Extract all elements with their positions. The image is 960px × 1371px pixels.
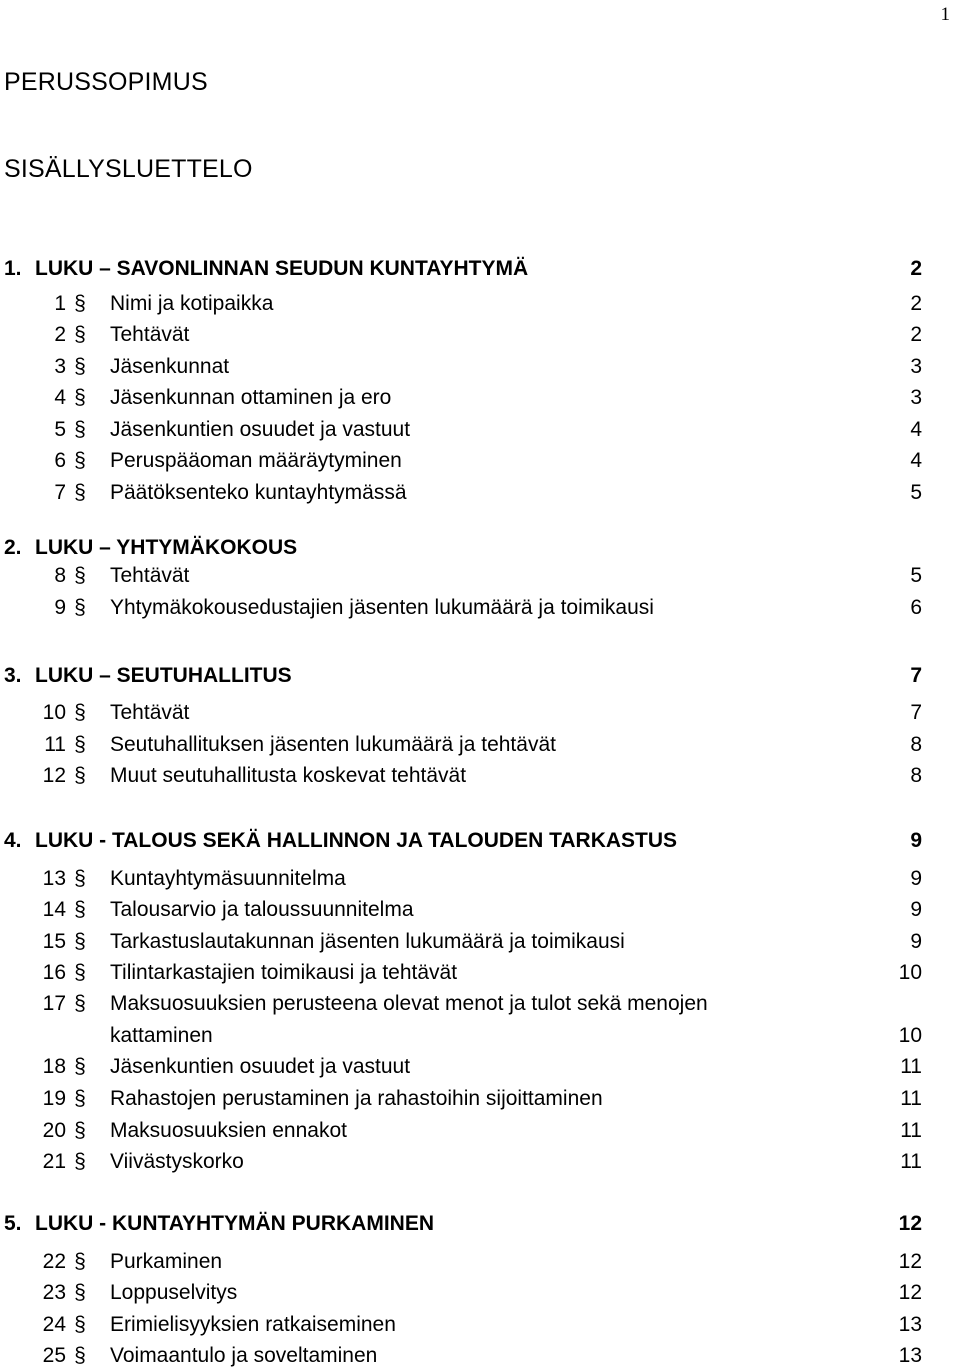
section-title: Erimielisyyksien ratkaiseminen: [110, 1313, 396, 1336]
toc-heading: SISÄLLYSLUETTELO: [4, 155, 253, 183]
section-sign-icon: §: [74, 898, 86, 921]
section-sign-icon: §: [74, 418, 86, 441]
section-page: 9: [910, 898, 922, 921]
section-number: 25: [42, 1344, 66, 1367]
section-page: 6: [910, 596, 922, 619]
toc-section[interactable]: [0, 760, 960, 791]
toc-chapter[interactable]: [0, 825, 960, 856]
section-title: Tarkastuslautakunnan jäsenten lukumäärä ja toimikausi: [110, 930, 625, 953]
section-page: 12: [898, 1281, 922, 1304]
section-title: Jäsenkunnan ottaminen ja ero: [110, 386, 392, 409]
section-sign-icon: §: [74, 1344, 86, 1367]
section-title: Voimaantulo ja soveltaminen: [110, 1344, 378, 1367]
section-number: 8: [54, 564, 66, 587]
section-number: 20: [42, 1119, 66, 1142]
section-title: Maksuosuuksien ennakot: [110, 1119, 347, 1142]
section-title: Peruspääoman määräytyminen: [110, 449, 402, 472]
toc-section[interactable]: [0, 729, 960, 760]
section-title: Päätöksenteko kuntayhtymässä: [110, 481, 407, 504]
section-sign-icon: §: [74, 449, 86, 472]
toc-section[interactable]: [0, 894, 960, 925]
toc-section[interactable]: [0, 1246, 960, 1277]
section-page: 12: [898, 1250, 922, 1273]
section-page: 9: [910, 930, 922, 953]
chapter-number: 2.: [4, 536, 22, 559]
section-page: 4: [910, 449, 922, 472]
section-sign-icon: §: [74, 930, 86, 953]
section-title: Loppuselvitys: [110, 1281, 238, 1304]
toc-chapter[interactable]: [0, 1208, 960, 1239]
toc-section[interactable]: [0, 477, 960, 508]
section-page: 4: [910, 418, 922, 441]
toc-section[interactable]: [0, 1083, 960, 1114]
section-number: 21: [42, 1150, 66, 1173]
section-page: 3: [910, 355, 922, 378]
section-sign-icon: §: [74, 596, 86, 619]
chapter-title: LUKU - KUNTAYHTYMÄN PURKAMINEN: [35, 1212, 434, 1235]
section-page: 10: [898, 1024, 922, 1047]
section-title: Tehtävät: [110, 323, 190, 346]
section-number: 22: [42, 1250, 66, 1273]
section-page: 13: [898, 1344, 922, 1367]
section-title-continuation: kattaminen: [110, 1024, 213, 1047]
section-page: 10: [898, 961, 922, 984]
toc-section[interactable]: [0, 988, 960, 1019]
section-page: 5: [910, 564, 922, 587]
section-sign-icon: §: [74, 386, 86, 409]
section-page: 13: [898, 1313, 922, 1336]
section-sign-icon: §: [74, 481, 86, 504]
section-sign-icon: §: [74, 1087, 86, 1110]
section-sign-icon: §: [74, 1281, 86, 1304]
section-number: 5: [54, 418, 66, 441]
toc-chapter[interactable]: [0, 532, 960, 563]
section-number: 2: [54, 323, 66, 346]
section-title: Rahastojen perustaminen ja rahastoihin sijoittaminen: [110, 1087, 603, 1110]
section-title: Viivästyskorko: [110, 1150, 244, 1173]
document-title: PERUSSOPIMUS: [4, 68, 208, 96]
toc-section[interactable]: [0, 592, 960, 623]
section-title: Seutuhallituksen jäsenten lukumäärä ja tehtävät: [110, 733, 556, 756]
toc-section[interactable]: [0, 957, 960, 988]
toc-section[interactable]: [0, 1051, 960, 1082]
toc-section[interactable]: [0, 445, 960, 476]
section-number: 19: [42, 1087, 66, 1110]
section-number: 7: [54, 481, 66, 504]
toc-section[interactable]: [0, 1340, 960, 1371]
chapter-title: LUKU – SAVONLINNAN SEUDUN KUNTAYHTYMÄ: [35, 257, 529, 280]
section-title: Jäsenkuntien osuudet ja vastuut: [110, 418, 411, 441]
toc-section[interactable]: [0, 351, 960, 382]
section-sign-icon: §: [74, 1250, 86, 1273]
section-page: 11: [900, 1055, 922, 1078]
chapter-page: 9: [910, 829, 922, 852]
toc-section[interactable]: [0, 697, 960, 728]
section-page: 3: [910, 386, 922, 409]
section-sign-icon: §: [74, 733, 86, 756]
toc-section[interactable]: [0, 414, 960, 445]
section-sign-icon: §: [74, 1150, 86, 1173]
section-sign-icon: §: [74, 564, 86, 587]
toc-section[interactable]: [0, 1277, 960, 1308]
section-page: 8: [910, 733, 922, 756]
section-title: Tehtävät: [110, 701, 190, 724]
toc-section[interactable]: [0, 863, 960, 894]
section-title: Talousarvio ja taloussuunnitelma: [110, 898, 414, 921]
section-sign-icon: §: [74, 867, 86, 890]
page-number: 1: [940, 4, 950, 25]
section-title: Tehtävät: [110, 564, 190, 587]
section-page: 2: [910, 292, 922, 315]
section-number: 24: [42, 1313, 66, 1336]
section-number: 10: [42, 701, 66, 724]
section-title: Maksuosuuksien perusteena olevat menot ja tulot sekä menojen: [110, 992, 708, 1015]
section-page: 9: [910, 867, 922, 890]
section-number: 4: [54, 386, 66, 409]
section-number: 18: [42, 1055, 66, 1078]
section-title: Yhtymäkokousedustajien jäsenten lukumäärä ja toimikausi: [110, 596, 654, 619]
section-title: Purkaminen: [110, 1250, 223, 1273]
toc-section[interactable]: [0, 288, 960, 319]
section-sign-icon: §: [74, 1313, 86, 1336]
section-title: Nimi ja kotipaikka: [110, 292, 274, 315]
section-sign-icon: §: [74, 961, 86, 984]
section-sign-icon: §: [74, 1055, 86, 1078]
section-number: 12: [42, 764, 66, 787]
toc-section[interactable]: [0, 1146, 960, 1177]
section-sign-icon: §: [74, 764, 86, 787]
toc-section[interactable]: [0, 560, 960, 591]
section-sign-icon: §: [74, 323, 86, 346]
section-sign-icon: §: [74, 992, 86, 1015]
section-title: Jäsenkuntien osuudet ja vastuut: [110, 1055, 411, 1078]
chapter-page: 12: [898, 1212, 922, 1235]
section-number: 15: [42, 930, 66, 953]
section-number: 3: [54, 355, 66, 378]
chapter-page: 7: [910, 664, 922, 687]
section-sign-icon: §: [74, 292, 86, 315]
toc-chapter[interactable]: [0, 253, 960, 284]
chapter-number: 1.: [4, 257, 22, 280]
section-number: 16: [42, 961, 66, 984]
section-page: 8: [910, 764, 922, 787]
section-page: 11: [900, 1119, 922, 1142]
section-page: 2: [910, 323, 922, 346]
section-number: 13: [42, 867, 66, 890]
toc-section[interactable]: [0, 382, 960, 413]
section-number: 6: [54, 449, 66, 472]
toc-section[interactable]: [0, 319, 960, 350]
section-sign-icon: §: [74, 1119, 86, 1142]
chapter-number: 4.: [4, 829, 22, 852]
section-title: Kuntayhtymäsuunnitelma: [110, 867, 346, 890]
chapter-title: LUKU – SEUTUHALLITUS: [35, 664, 292, 687]
section-number: 11: [44, 733, 66, 756]
section-title: Tilintarkastajien toimikausi ja tehtävät: [110, 961, 458, 984]
chapter-number: 5.: [4, 1212, 22, 1235]
toc-section[interactable]: [0, 926, 960, 957]
section-number: 14: [42, 898, 66, 921]
toc-section[interactable]: [0, 1115, 960, 1146]
section-page: 5: [910, 481, 922, 504]
section-sign-icon: §: [74, 701, 86, 724]
section-number: 17: [42, 992, 66, 1015]
toc-section[interactable]: [0, 1309, 960, 1340]
chapter-title: LUKU – YHTYMÄKOKOUS: [35, 536, 298, 559]
section-title: Jäsenkunnat: [110, 355, 230, 378]
toc-chapter[interactable]: [0, 660, 960, 691]
section-page: 11: [900, 1087, 922, 1110]
section-sign-icon: §: [74, 355, 86, 378]
section-page: 11: [900, 1150, 922, 1173]
section-page: 7: [910, 701, 922, 724]
chapter-number: 3.: [4, 664, 22, 687]
toc-section-continuation[interactable]: [0, 1020, 960, 1051]
chapter-title: LUKU - TALOUS SEKÄ HALLINNON JA TALOUDEN TARKASTUS: [35, 829, 678, 852]
section-title: Muut seutuhallitusta koskevat tehtävät: [110, 764, 467, 787]
section-number: 23: [42, 1281, 66, 1304]
chapter-page: 2: [910, 257, 922, 280]
section-number: 1: [54, 292, 66, 315]
section-number: 9: [54, 596, 66, 619]
